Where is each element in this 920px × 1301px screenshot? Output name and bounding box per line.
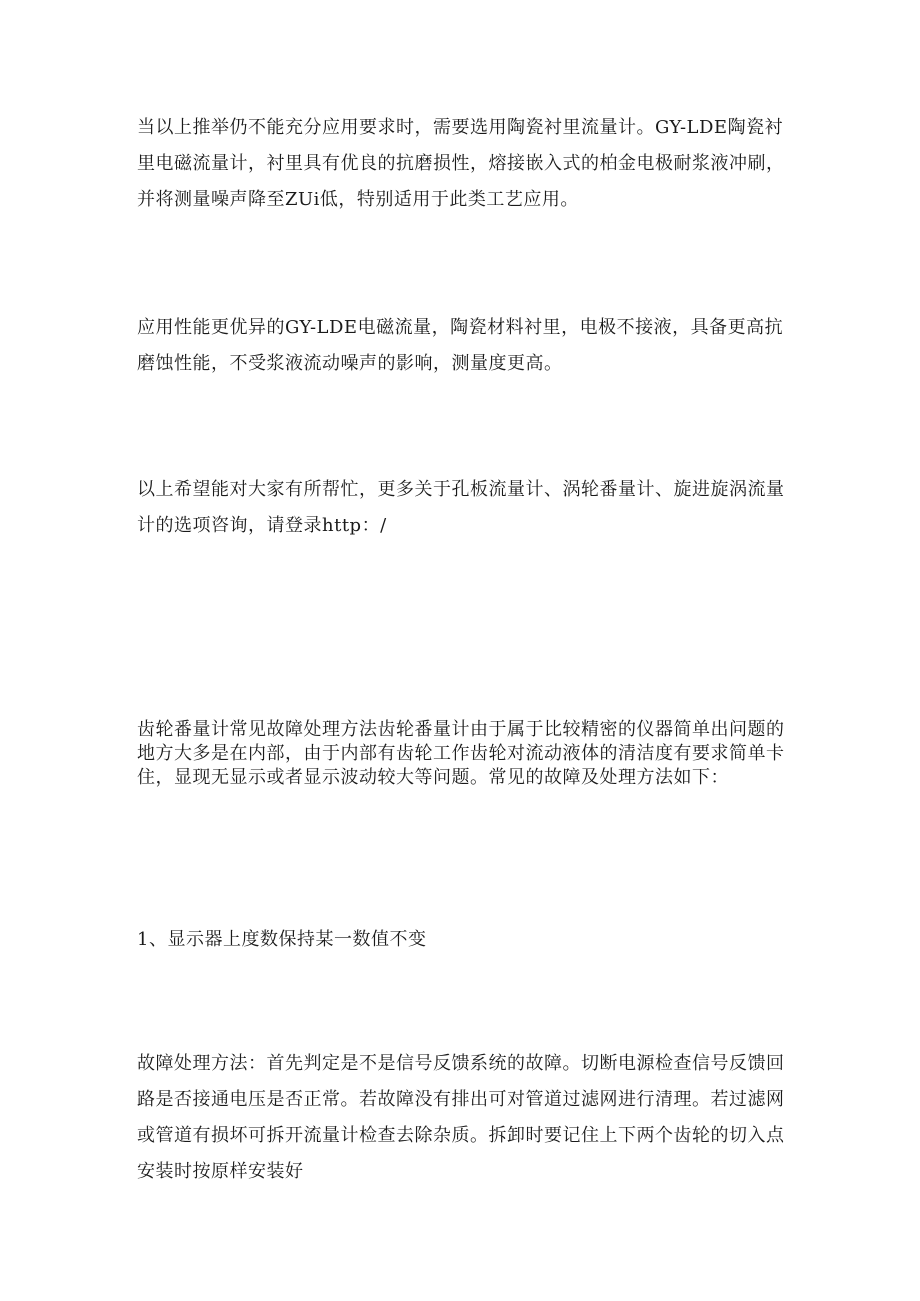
heading-fault-1: 1、显示器上度数保持某一数值不变 [137, 929, 427, 950]
paragraph-fault-handling: 故障处理方法：首先判定是不是信号反馈系统的故障。切断电源检查信号反馈回路是否接通电压是否正常。若故障没有排出可对管道过滤网进行清理。若过滤网或管道有损坏可拆开流量计检查去除杂质。拆卸时要记住上下两个齿轮的切入点安装时按原样安装好 [137, 1053, 785, 1182]
paragraph-consultation: 以上希望能对大家有所帮忙，更多关于孔板流量计、涡轮番量计、旋进旋涡流量计的选项咨询，请登录http：/ [137, 479, 785, 536]
paragraph-gear-meter-faults: 齿轮番量计常见故障处理方法齿轮番量计由于属于比较精密的仪器简单出问题的地方大多是在内部，由于内部有齿轮工作齿轮对流动液体的清洁度有要求简单卡住，显现无显示或者显示波动较大等问题。常见的故障及处理方法如下： [137, 719, 785, 788]
paragraph-gy-lde-performance: 应用性能更优异的GY-LDE电磁流量，陶瓷材料衬里，电极不接液，具备更高抗磨蚀性能，不受浆液流动噪声的影响，测量度更高。 [137, 317, 784, 374]
paragraph-ceramic-lining: 当以上推举仍不能充分应用要求时，需要选用陶瓷衬里流量计。GY-LDE陶瓷衬里电磁流量计，衬里具有优良的抗磨损性，熔接嵌入式的柏金电极耐浆液冲刷，并将测量噪声降至ZUi低，特别适用于此类工艺应用。 [137, 117, 785, 210]
